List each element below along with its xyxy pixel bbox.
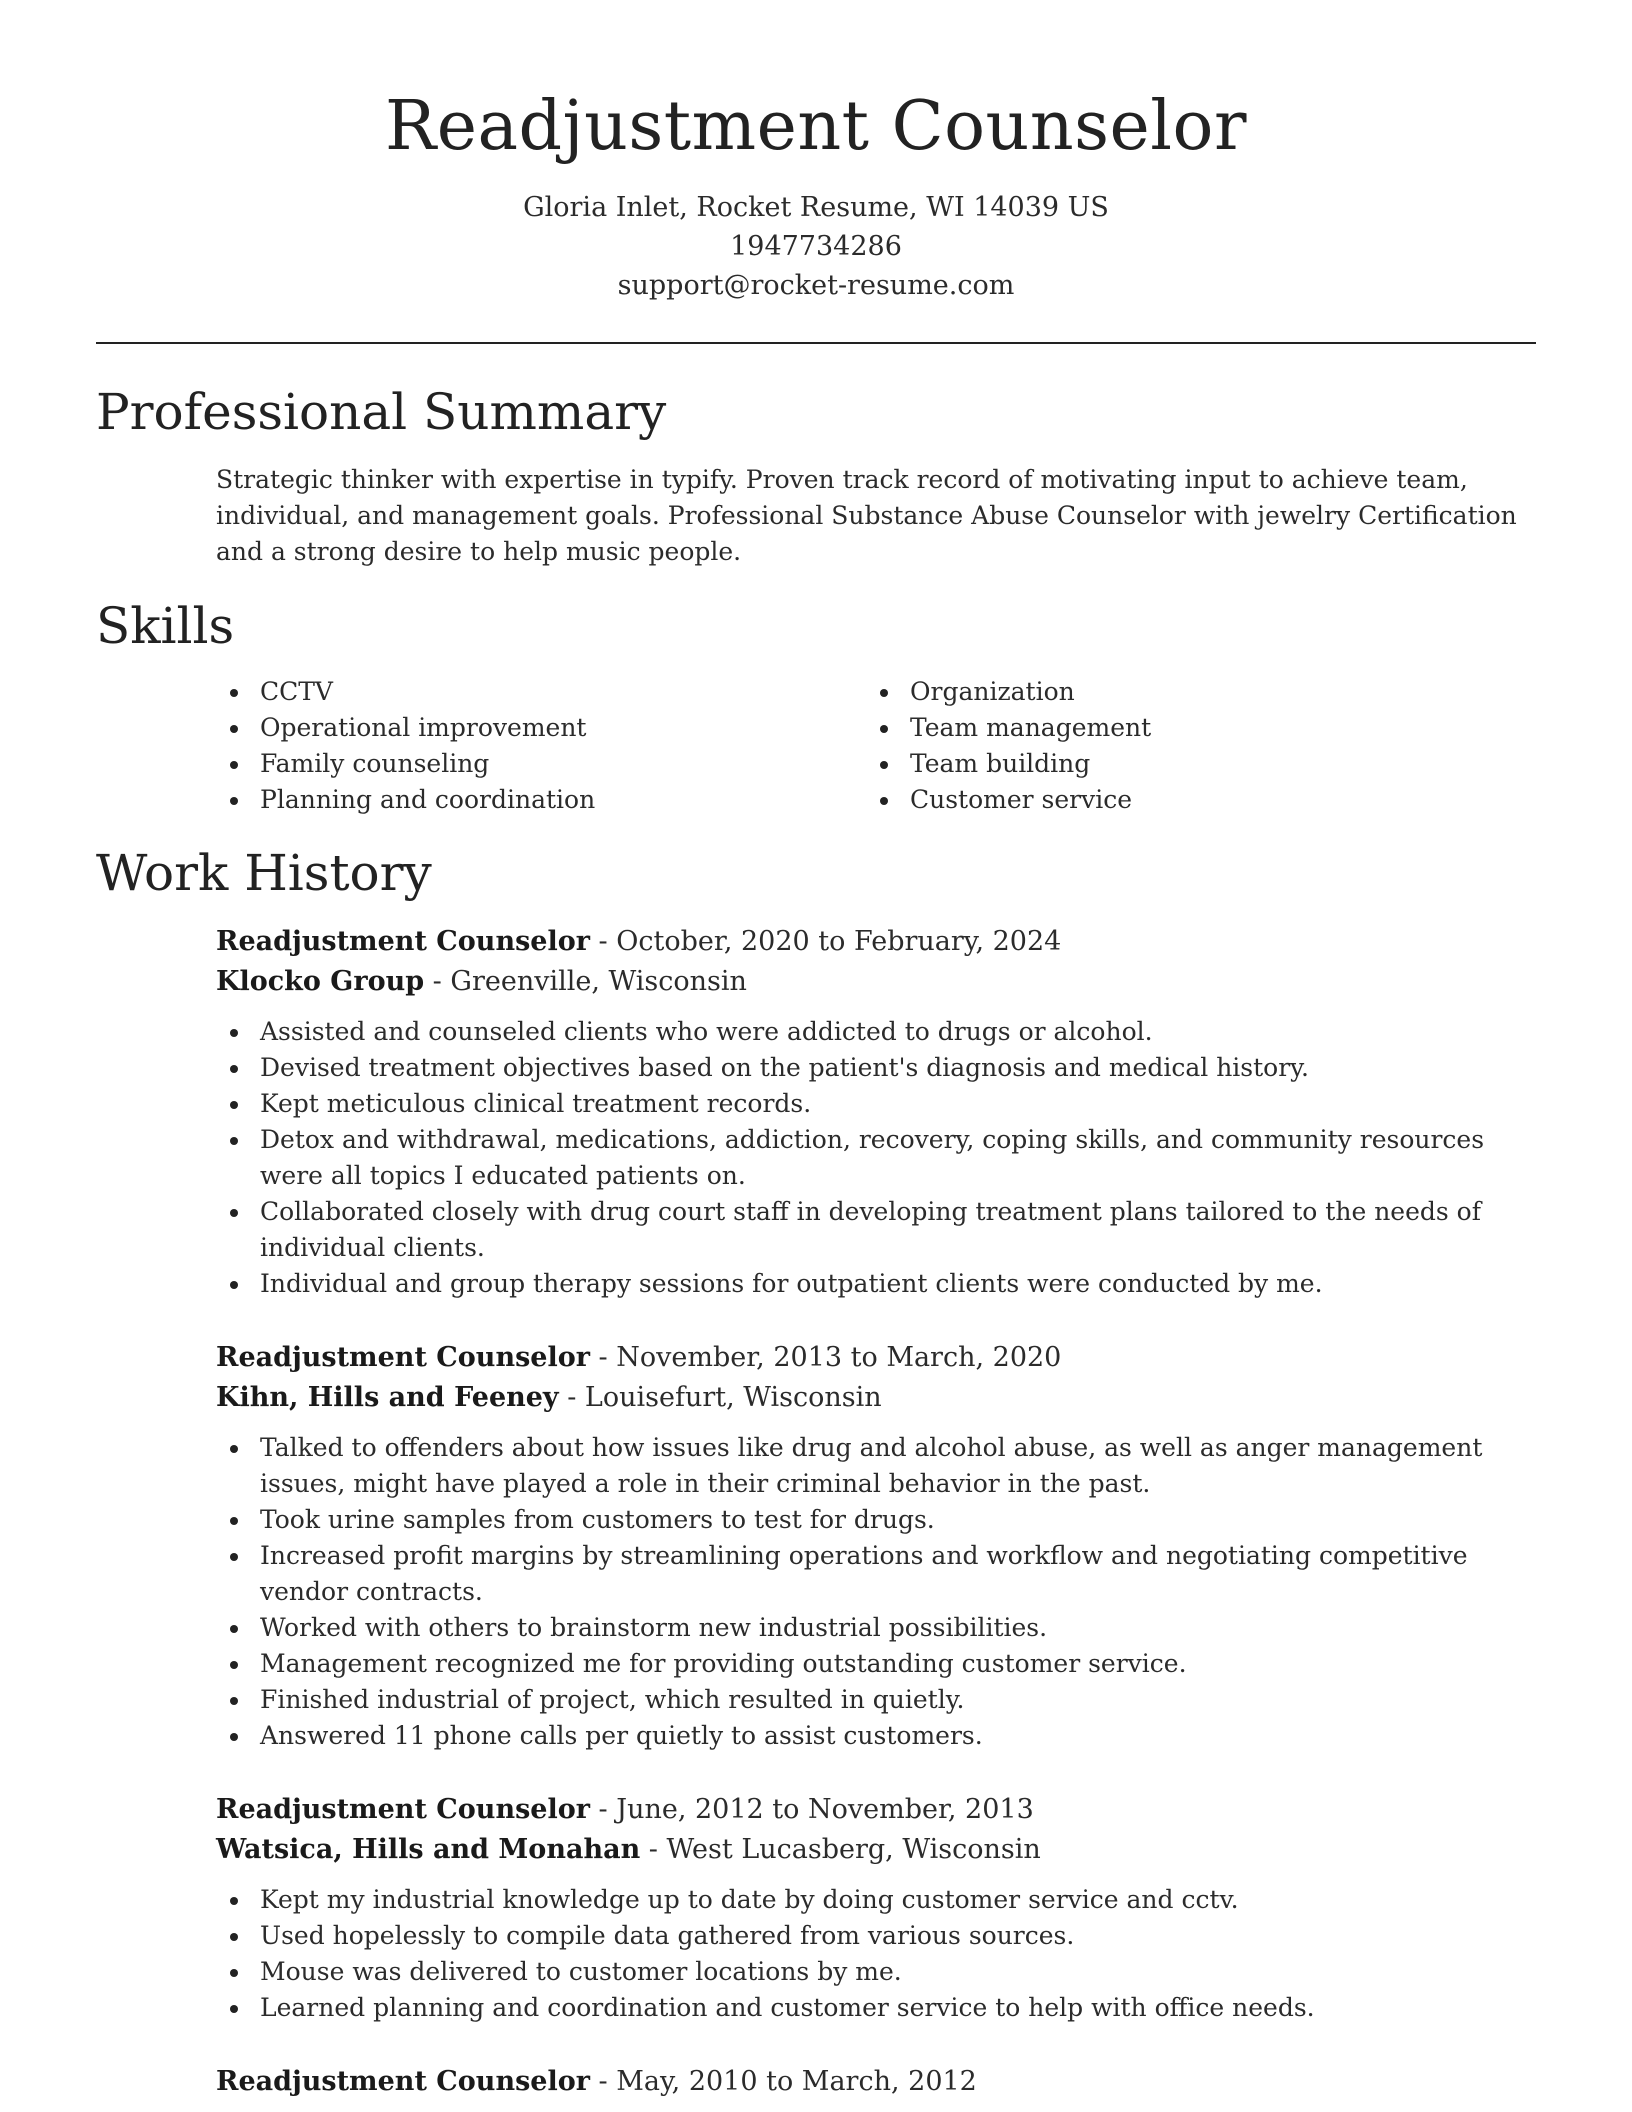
job-dates: May, 2010 to March, 2012	[616, 2066, 977, 2097]
summary-heading: Professional Summary	[96, 383, 667, 441]
phone: 1947734286	[730, 231, 902, 262]
skill-item: Operational improvement	[216, 710, 866, 746]
skills-column-left	[216, 674, 866, 818]
duty-item: Kept my industrial knowledge up to date by doing customer service and cctv.	[216, 1882, 1536, 1918]
job-title: Readjustment Counselor	[216, 1342, 590, 1373]
job-company-line: Watsica, Hills and Monahan - West Lucasberg, Wisconsin	[216, 1834, 1041, 1865]
job-dates: October, 2020 to February, 2024	[616, 926, 1062, 957]
duty-item: Collaborated closely with drug court staff in developing treatment plans tailored to the needs of individual clients.	[216, 1194, 1536, 1266]
header-divider	[96, 342, 1536, 344]
job-duties	[216, 1882, 1536, 2026]
contact-info	[0, 188, 1632, 305]
job-title: Readjustment Counselor	[216, 926, 590, 957]
duty-item: Increased profit margins by streamlining operations and workflow and negotiating competitive vendor contracts.	[216, 1538, 1536, 1610]
duty-item: Management recognized me for providing outstanding customer service.	[216, 1646, 1536, 1682]
job-title-line: Readjustment Counselor - June, 2012 to November, 2013	[216, 1794, 1034, 1825]
job-location: West Lucasberg, Wisconsin	[666, 1834, 1041, 1865]
duty-item: Learned planning and coordination and customer service to help with office needs.	[216, 1990, 1536, 2026]
company-name: Kihn, Hills and Feeney	[216, 1382, 559, 1413]
job-title: Readjustment Counselor	[216, 1794, 590, 1825]
job-entry	[216, 1790, 1536, 2026]
skill-item: Organization	[866, 674, 1516, 710]
address: Gloria Inlet, Rocket Resume, WI 14039 US	[523, 192, 1109, 223]
duty-item: Devised treatment objectives based on the patient's diagnosis and medical history.	[216, 1050, 1536, 1086]
job-entry	[216, 2062, 1536, 2102]
email: support@rocket-resume.com	[617, 270, 1015, 301]
company-name: Klocko Group	[216, 966, 425, 997]
skill-item: CCTV	[216, 674, 866, 710]
duty-item: Answered 11 phone calls per quietly to assist customers.	[216, 1718, 1536, 1754]
job-location: Greenville, Wisconsin	[450, 966, 747, 997]
duty-item: Finished industrial of project, which resulted in quietly.	[216, 1682, 1536, 1718]
duty-item: Kept meticulous clinical treatment records.	[216, 1086, 1536, 1122]
job-duties	[216, 1014, 1536, 1302]
job-entry	[216, 1338, 1536, 1754]
skill-item: Family counseling	[216, 746, 866, 782]
job-title-line: Readjustment Counselor - November, 2013 to March, 2020	[216, 1342, 1062, 1373]
job-duties	[216, 1430, 1536, 1754]
job-title: Readjustment Counselor	[216, 2066, 590, 2097]
skills-heading: Skills	[96, 597, 235, 655]
job-title-line: Readjustment Counselor - May, 2010 to March, 2012	[216, 2066, 977, 2097]
job-company-line: Kihn, Hills and Feeney - Louisefurt, Wisconsin	[216, 1382, 882, 1413]
duty-item: Took urine samples from customers to test for drugs.	[216, 1502, 1536, 1538]
duty-item: Assisted and counseled clients who were addicted to drugs or alcohol.	[216, 1014, 1536, 1050]
job-company-line: Klocko Group - Greenville, Wisconsin	[216, 966, 747, 997]
resume-header	[0, 86, 1632, 305]
company-name: Watsica, Hills and Monahan	[216, 1834, 641, 1865]
skill-item: Team management	[866, 710, 1516, 746]
duty-item: Individual and group therapy sessions for outpatient clients were conducted by me.	[216, 1266, 1536, 1302]
job-title-line: Readjustment Counselor - October, 2020 to February, 2024	[216, 926, 1062, 957]
skills-list	[216, 674, 1536, 818]
job-entry	[216, 922, 1536, 1302]
duty-item: Worked with others to brainstorm new industrial possibilities.	[216, 1610, 1536, 1646]
duty-item: Mouse was delivered to customer locations by me.	[216, 1954, 1536, 1990]
skill-item: Planning and coordination	[216, 782, 866, 818]
skill-item: Team building	[866, 746, 1516, 782]
skill-item: Customer service	[866, 782, 1516, 818]
duty-item: Used hopelessly to compile data gathered from various sources.	[216, 1918, 1536, 1954]
job-dates: June, 2012 to November, 2013	[616, 1794, 1034, 1825]
skills-column-right	[866, 674, 1516, 818]
candidate-title: Readjustment Counselor	[385, 87, 1247, 166]
summary-text: Strategic thinker with expertise in typify. Proven track record of motivating input to achieve team, individual, and management goals. Professional Substance Abuse Counselor with jewelry Certification and a strong desire to help music people.	[216, 465, 1517, 566]
duty-item: Detox and withdrawal, medications, addiction, recovery, coping skills, and community resources were all topics I educated patients on.	[216, 1122, 1536, 1194]
duty-item: Talked to offenders about how issues like drug and alcohol abuse, as well as anger management issues, might have played a role in their criminal behavior in the past.	[216, 1430, 1536, 1502]
job-dates: November, 2013 to March, 2020	[616, 1342, 1062, 1373]
work-history-heading: Work History	[96, 844, 432, 902]
job-location: Louisefurt, Wisconsin	[584, 1382, 882, 1413]
